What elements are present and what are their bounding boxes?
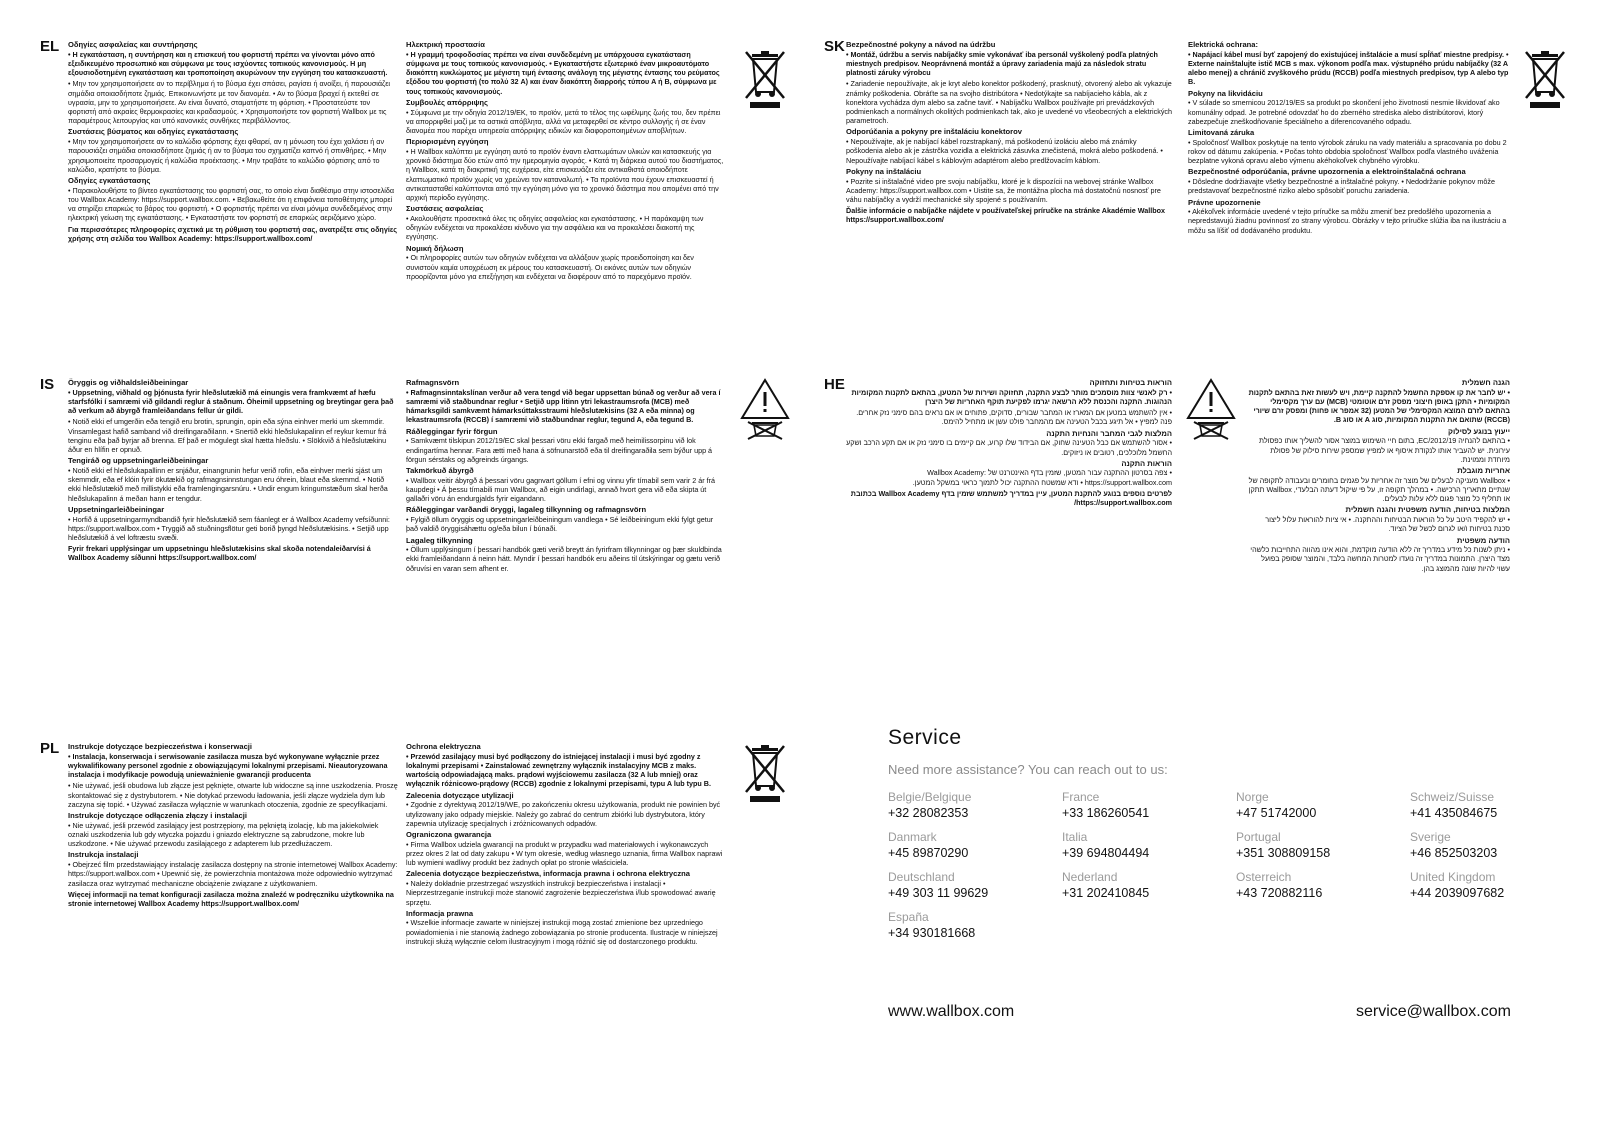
contact-phone[interactable]: +49 303 11 99629: [888, 886, 989, 900]
paragraph: • אין להשתמש במטען אם המארז או המחבר שבורים, סדוקים, פתוחים או אם נראים בהם סימני נזק אחרים. פנה למפיץ • אל תיגע בכבל הטעינה אם מהמחבר פולט עשן או מתחיל להימס.: [856, 408, 1172, 427]
paragraph: • Notið ekki ef hleðslukapallinn er snjáður, einangrunin hefur verið rofin, eða einhver merki sjást um skemmdir, eða ef klóin fyrir ökutækið og rafmagnsinnstungan eru óhrein, blaut eða skemmd. • Notið ekki hleðslutækið með millistykki eða framlengingarsnúru. • Undir engum kringumstæðum skal herða hleðslukapalinn á meðan hann er tengdur.: [68, 465, 388, 503]
email-link[interactable]: service@wallbox.com: [1356, 1003, 1511, 1020]
bold-paragraph: לפרטים נוספים בנוגע להתקנת המטען, עיין במדריך למשתמש שזמין בדף Wallbox Academy בכתובת https://support.wallbox.com/: [850, 488, 1172, 508]
contact-country: Danmark: [888, 830, 937, 844]
bold-paragraph: • Uppsetning, viðhald og þjónusta fyrir hleðslutækið má einungis vera framkvæmt af hæfu starfsfólki í samræmi við gildandi reglur á staðnum. Óheimil uppsetning og breytingar gera það að verkum að ábyrgð framleiðandans fellur úr gildi.: [68, 387, 394, 416]
section-heading: Ráðleggingar varðandi öryggi, lagaleg tilkynning og rafmagnsvörn: [406, 505, 647, 515]
paragraph: • Dôsledne dodržiavajte všetky bezpečnostné a inštalačné pokyny. • Nedodržanie pokynov môže predstavovať bezpečnostné riziko alebo spôsobiť poruchu zariadenia.: [1188, 177, 1495, 196]
pl-column-2: [406, 742, 724, 1102]
bold-paragraph: Więcej informacji na temat konfiguracji zasilacza można znaleźć w podręczniku użytkownika na stronie internetowej Wallbox Academy https://support.wallbox.com/: [68, 889, 394, 908]
contact-phone[interactable]: +39 694804494: [1062, 846, 1150, 860]
bold-paragraph: • Rafmagnsinntakslínan verður að vera tengd við begar uppsettan búnað og verður að vera í samræmi við staðbundnar reglur • Setjið upp litinn ytri lekastraumsrofa (MCB) með hámarksgildi samkvæmt hámarksúttaksstraumi hleðslutækisins (32 A eða minna) og lekastraumsrofa (RCCB) í samræmi við staðbundnar reglur, tegund A, eða tegund B.: [406, 387, 721, 425]
paragraph: • Nie używać, jeśli przewód zasilający jest postrzępiony, ma pękniętą izolację, lub ma jakiekolwiek oznaki uszkodzenia lub gdy wtyczka pojazdu i gniazdo elektryczne są zabrudzone, mokre lub uszkodzone. • Nie używać przewodu zasilającego z adapterem lub przedłużaczem.: [68, 820, 379, 849]
weee-bin-icon: [740, 48, 790, 110]
section-heading: Instrukcje dotyczące odłączenia złączy i instalacji: [68, 811, 247, 821]
section-heading: Öryggis og viðhaldsleiðbeiningar: [68, 378, 189, 387]
section-heading: Tengiráð og uppsetningarleiðbeiningar: [68, 456, 209, 466]
el-column-2: [406, 40, 724, 356]
paragraph: • Akékoľvek informácie uvedené v tejto príručke sa môžu zmeniť bez predošlého upozornenia a nepredstavujú žiadnu povinnosť zo strany výrobcu. Obrázky v tejto príručke slúžia iba na ilustráciu a môžu sa líšiť od dodávaného produktu.: [1188, 207, 1507, 235]
weee-bin-icon: [740, 378, 790, 440]
section-heading: Ograniczona gwarancja: [406, 829, 492, 839]
section-heading: Pokyny na likvidáciu: [1188, 88, 1263, 98]
lang-code-pl: PL: [40, 740, 60, 757]
contact-phone[interactable]: +43 720882116: [1236, 886, 1323, 900]
section-heading: הוראות התקנה: [1121, 458, 1172, 468]
section-heading: Instrukcje dotyczące bezpieczeństwa i konserwacji: [68, 742, 253, 751]
section-heading: Limitovaná záruka: [1188, 127, 1255, 137]
section-heading: Uppsetningarleiðbeiningar: [68, 504, 165, 514]
contact-phone[interactable]: +44 2039097682: [1410, 886, 1505, 900]
section-heading: Bezpečnostné pokyny a návod na údržbu: [846, 40, 996, 49]
lang-code-sk: SK: [824, 38, 845, 55]
lang-code-he: HE: [824, 376, 845, 393]
el-column-1: [68, 40, 398, 356]
paragraph: • Należy dokładnie przestrzegać wszystkich instrukcji bezpieczeństwa i instalacji • Nieprzestrzeganie instrukcji może stanowić zagrożenie bezpieczeństwa i/lub spowodować awarię sprzętu.: [406, 879, 716, 907]
section-heading: Odporúčania a pokyny pre inštaláciu konektorov: [846, 127, 1022, 137]
contact-country: Portugal: [1236, 830, 1281, 844]
paragraph: • Pozrite si inštalačné video pre svoju nabíjačku, ktoré je k dispozícii na webovej stránke Wallbox Academy: https://support.wallbox.com • Uistite sa, že montážna plocha má dostatočnú nosnosť pre váhu nabíjačky a vydrží mechanické sily spojené s používaním.: [846, 176, 1161, 204]
section-heading: Lagaleg tilkynning: [406, 535, 473, 545]
paragraph: • Notið ekki ef umgerðin eða tengið eru brotin, sprungin, opin eða sýna einhver merki um skemmdir. Vinsamlegast hafið samband við dreifingaraðilann. • Snertið ekki hleðslukapalinn ef reykur kemur frá tenginu eða það byrjar að brenna. Ef það er mögulegt skal hætta hleðslu. • Slökkvið á hleðslutækinu áður en hlífin er opnuð.: [68, 417, 387, 455]
section-heading: ייעוץ בנוגע לסילוק: [1448, 426, 1510, 436]
warning-triangle-icon: [1186, 378, 1236, 440]
bold-paragraph: • Przewód zasilający musi być podłączony do istniejącej instalacji i musi być zgodny z lokalnymi przepisami • Zainstalować zewnętrzny wyłącznik instalacyjny MCB z maks. wartością odpowiadającą maks. prądowi wyjściowemu zasilacza (32 A lub mniej) oraz wyłącznik różnicowo-prądowy (RCCB) zgodnie z lokalnymi przepisami, typu A lub typu B.: [406, 751, 711, 789]
weee-bin-icon: [740, 742, 790, 804]
bold-paragraph: • Η εγκατάσταση, η συντήρηση και η επισκευή του φορτιστή πρέπει να γίνονται μόνο από εξειδικευμένο προσωπικό και σύμφωνα με τους ισχύοντες τοπικούς κανονισμούς. Η μη εξουσιοδοτημένη εγκατάσταση και τροποποίηση ακυρώνουν την εγγύηση του κατασκευαστή.: [68, 49, 388, 78]
bold-paragraph: • Napájací kábel musí byť zapojený do existujúcej inštalácie a musí spĺňať miestne predpisy. • Externe nainštalujte istič MCB s max. výkonom podľa max. výstupného prúdu nabíjačky (32 A alebo menej) a chránič zvyškového prúdu (RCCB) podľa miestnych predpisov, typ A alebo typ B.: [1188, 49, 1509, 87]
paragraph: • Σύμφωνα με την οδηγία 2012/19/ΕΚ, το προϊόν, μετά το τέλος της ωφέλιμης ζωής του, δεν πρέπει να απορριφθεί μαζί με τα αστικά απόβλητα, αλλά να μεταφερθεί σε κέντρο συλλογής ή σε έναν διανομέα που παρέχει υπηρεσία απόρριψης ειδικών και διαφοροποιημένων αποβλήτων.: [406, 107, 721, 135]
paragraph: • Μην τον χρησιμοποιήσετε αν το περίβλημα ή το βύσμα έχει σπάσει, ραγίσει ή ανοίξει, ή παρουσιάζει σημάδια οποιασδήποτε ζημιάς. Επικοινωνήστε με τον διανομέα. • Αν το βύσμα βραχεί ή εκτεθεί σε υγρασία, μην το χρησιμοποιήσετε. Αν είναι δυνατό, σταματήστε τη φόρτιση. • Προστατεύστε τον φορτιστή από ακραίες θερμοκρασίες και κραδασμούς. • Χρησιμοποιήστε τον φορτιστή Wallbox με τις παραμέτρους λειτουργίας και υπό κανονικές συνθήκες περιβάλλοντος.: [68, 79, 390, 126]
bold-paragraph: • רק לאנשי צוות מוסמכים מותר לבצע התקנה, תחזוקה ושירות של המטען, בהתאם לתקנות המקומיות הנהוגות. התקנה והכנסת ללא הרשאה יגרמו לפקיעת תוקף האחריות של היצרן: [851, 387, 1172, 406]
contact-country: Belgie/Belgique: [888, 790, 972, 804]
contact-phone[interactable]: +41 435084675: [1410, 806, 1498, 820]
paragraph: • Wallbox מעניקה לבעלים של מוצר זה אחריות על פגמים בחומרים ובעבודה לתקופה של שנתיים מתאריך הרכישה. • במהלך תקופה זו, על פי שיקול דעתה הבלעדי, Wallbox תתקן או תחליף כל מוצר פגום ללא עלות לבעלים.: [1248, 475, 1510, 504]
contact-country: France: [1062, 790, 1100, 804]
bold-paragraph: • יש לחבר את קו אספקת החשמל להתקנה קיימת, ויש לעשות זאת בהתאם לתקנות המקומיות • התקן באופן חיצוני מפסק זרם אוטומטי (MCB) עם ערך מקסימלי בהתאם לזרם המוצא המקסימלי של המטען (32 אמפר או פחות) ומפסק זרם שיורי (RCCB) שתואם את התקנות המקומיות, סוג A או סוג B.: [1248, 387, 1510, 425]
contact-country: Italia: [1062, 830, 1088, 844]
section-heading: Zalecenia dotyczące bezpieczeństwa, informacja prawna i ochrona elektryczna: [406, 869, 691, 879]
sk-column-2: [1188, 40, 1510, 356]
contact-phone[interactable]: +32 28082353: [888, 806, 969, 820]
paragraph: • בהתאם להנחיה 2012/19/EC, בתום חיי השימוש במוצר אסור להשליך אותו כפסולת עירונית. יש להעביר אותו לנקודת איסוף או למפיץ שמספק שירות סילוק של פסולת מיוחדת וממוינת.: [1259, 436, 1510, 464]
paragraph: • Μην τον χρησιμοποιήσετε αν το καλώδιο φόρτισης έχει φθαρεί, αν η μόνωση του έχει χαλάσει ή αν παρουσιάζει σημάδια οποιασδήποτε ζημιάς ή αν το βύσμα του σχηματίζει καπνό ή σπινθήρες. • Μην χρησιμοποιείτε προσαρμογείς ή καλώδια προέκτασης. • Μην τραβάτε το καλώδιο φόρτισης από το καλώδιο, κρατήστε το βύσμα.: [68, 137, 387, 174]
paragraph: • Firma Wallbox udziela gwarancji na produkt w przypadku wad materiałowych i wykonawczych przez okres 2 lat od daty zakupu • W tym okresie, według własnego uznania, firma Wallbox naprawi lub wymieni wadliwy produkt bez żadnych opłat po stronie właściciela.: [406, 839, 723, 868]
contact-country: Sverige: [1410, 830, 1451, 844]
section-heading: Οδηγίες εγκατάστασης: [68, 176, 151, 186]
paragraph: • Zgodnie z dyrektywą 2012/19/WE, po zakończeniu okresu użytkowania, produkt nie powinien być utylizowany jako odpady miejskie. Należy go zabrać do centrum zbiórki lub dystrybutora, który zapewnia utylizację specjalnych i zróżnicowanych odpadów.: [406, 800, 721, 828]
is-column-2: [406, 378, 724, 708]
bold-paragraph: • Instalacja, konserwacja i serwisowanie zasilacza musza być wykonywane wyłącznie przez wykwalifikowany personel zgodnie z obowiązującymi lokalnymi przepisami. Nieautoryzowana instalacja i modyfikacje powodują unieważnienie gwarancji producenta: [68, 751, 388, 780]
section-heading: המלצות בטיחות, הודעה משפטית והגנה חשמלית: [1345, 505, 1510, 515]
section-heading: Pokyny na inštaláciu: [846, 166, 922, 176]
paragraph: • צפה בסרטון ההתקנה עבור המטען, שזמין בדף האינטרנט של Wallbox Academy: https://support.wallbox.com • ודא שמשטח ההתקנה יכול לתמוך כראוי במשקל המטען.: [912, 468, 1172, 487]
bold-paragraph: • Η γραμμή τροφοδοσίας πρέπει να είναι συνδεδεμένη με υπάρχουσα εγκατάσταση σύμφωνα με τους τοπικούς κανονισμούς. • Εγκαταστήστε εξωτερικό έναν μικροαυτόματο διακόπτη κυκλώματος με μέγιστη τιμή έντασης ανάλογη της μέγιστης έντασης του ρεύματος εξόδου του φορτιστή (το πολύ 32 A) και έναν διακόπτη διαρροής τύπου A ή B, σύμφωνα με τους τοπικούς κανονισμούς.: [406, 49, 720, 96]
lang-code-el: EL: [40, 38, 60, 55]
is-column-1: [68, 378, 398, 708]
website-link[interactable]: www.wallbox.com: [888, 1003, 1015, 1020]
section-heading: Takmörkuð ábyrgð: [406, 465, 474, 475]
paragraph: • ניתן לשנות כל מידע במדריך זה ללא הודעה מוקדמת, והוא אינו מהווה התחייבות כלשהי מצד היצרן. התמונות במדריך זה נועדו למטרות המחשה בלבד, והמוצר שסופק בפועל עשוי להיות שונה מהמוצג בהן.: [1250, 545, 1510, 573]
contact-phone[interactable]: +33 186260541: [1062, 806, 1150, 820]
paragraph: • Nepoužívajte, ak je nabíjací kábel rozstrapkaný, má poškodenú izoláciu alebo má známky poškodenia alebo ak je zástrčka vozidla a elektrická zásuvka znečistená, mokrá alebo poškodená. • Nepoužívajte nabíjací kábel s káblovým adaptérom alebo predlžovacím káblom.: [846, 137, 1163, 165]
section-heading: Rafmagnsvörn: [406, 378, 460, 387]
service-subtitle: Need more assistance? You can reach out to us:: [888, 762, 1168, 777]
section-heading: הודעה משפטית: [1456, 535, 1510, 545]
paragraph: • Spoločnosť Wallbox poskytuje na tento výrobok záruku na vady materiálu a spracovania po dobu 2 rokov od dátumu zakúpenia. • Počas tohto obdobia spoločnosť Wallbox podľa vlastného uváženia bezplatne vykoná opravu alebo výmenu akéhokoľvek chybného výrobku.: [1188, 137, 1507, 166]
paragraph: • Η Wallbox καλύπτει με εγγύηση αυτό το προϊόν έναντι ελαττωμάτων υλικών και κατασκευής για χρονικό διάστημα δύο ετών από την ημερομηνία αγοράς. • Κατά τη διάρκεια αυτού του διαστήματος, η Wallbox, κατά τη διακριτική της ευχέρεια, είτε επισκευάζει είτε αντικαθιστά οποιοδήποτε ελαττωματικό προϊόν χωρίς να χρεώνει τον καταναλωτή. • Τα προϊόντα που έχουν επισκευαστεί ή αντικατασταθεί καλύπτονται από την εγγύηση μόνο για το χρονικό διάστημα που απομένει από την αρχική περίοδο εγγύησης.: [406, 146, 724, 202]
he-column-1: [846, 378, 1172, 708]
paragraph: • Wszelkie informacje zawarte w niniejszej instrukcji mogą zostać zmienione bez uprzedniego powiadomienia i nie stanowią żadnego zobowiązania po stronie producenta. Ilustracje w niniejszej instrukcji służą wyłącznie celom ilustracyjnym i mogą różnić się od dostarczonego produktu.: [406, 918, 718, 946]
paragraph: • יש להקפיד היטב על כל הוראות הבטיחות וההתקנה. • אי ציות להוראות עלול ליצור סכנת בטיחות ו/או לגרום לכשל של הציוד.: [1265, 515, 1510, 534]
contact-phone[interactable]: +351 308809158: [1236, 846, 1331, 860]
section-heading: Ochrona elektryczna: [406, 742, 481, 751]
contact-phone[interactable]: +34 930181668: [888, 926, 976, 940]
paragraph: • Wallbox veitir ábyrgð á þessari vöru gagnvart göllum í efni og vinnu yfir tímabil sem varir 2 ár frá kaupdegi • Á þessu tímabili mun Wallbox, að eigin undirlagi, annað hvort gera við eða skipta út gallaðri vöru án endurgjalds fyrir eigandann.: [406, 475, 716, 504]
section-heading: Bezpečnostné odporúčania, právne upozornenia a elektroinštalačná ochrana: [1188, 167, 1466, 177]
section-heading: Συμβουλές απόρριψης: [406, 97, 488, 107]
paragraph: • Fylgið öllum öryggis og uppsetningarleiðbeiningum vandlega • Sé leiðbeiningum ekki fylgt getur það valdið öryggisáhættu og/eða bilun í búnaði.: [406, 515, 714, 534]
section-heading: Ηλεκτρική προστασία: [406, 40, 485, 49]
section-heading: Συστάσεις ασφαλείας: [406, 204, 484, 214]
contact-country: United Kingdom: [1410, 870, 1496, 884]
contact-phone[interactable]: +46 852503203: [1410, 846, 1498, 860]
section-heading: Συστάσεις βύσματος και οδηγίες εγκατάστασης: [68, 127, 239, 137]
paragraph: • Obejrzeć film przedstawiający instalację zasilacza dostępny na stronie internetowej Wallbox Academy: https://support.wallbox.com • Upewnić się, że powierzchnia montażowa może odpowiednio wytrzymać zasilacza oraz wytrzymać mechaniczne obciążenie związane z użytkowaniem.: [68, 860, 398, 888]
contact-country: Nederland: [1062, 870, 1118, 884]
paragraph: • V súlade so smernicou 2012/19/ES sa produkt po skončení jeho životnosti nesmie likvidovať ako komunálny odpad. Je potrebné odovzdať ho do zberného strediska alebo distribútorovi, ktorý zabezpečuje zneškodňovanie špeciálneho a diferencovaného odpadu.: [1188, 98, 1500, 126]
paragraph: • אסור להשתמש אם כבל הטעינה שחוק, אם הבידוד שלו קרוע, אם קיימים בו סימני נזק או אם תקע הרכב ושקע החשמל מלוכלכים, רטובים או ניזוקים.: [846, 438, 1172, 457]
weee-bin-icon: [1520, 48, 1570, 110]
contact-country: España: [888, 910, 929, 924]
contact-country: Schweiz/Suisse: [1410, 790, 1495, 804]
he-column-2: [1248, 378, 1510, 708]
paragraph: • Öllum upplýsingum í þessari handbók gæti verið breytt án fyrirfram tilkynningar og þær skuldbinda ekki framleiðandann á neinn hátt. Myndir í þessari handbók eru aðeins til útskýringar og gætu verið öðruvísi en varan sem afhent er.: [406, 545, 722, 573]
paragraph: • Ακολουθήστε προσεκτικά όλες τις οδηγίες ασφαλείας και εγκατάστασης. • Η παράκαμψη των οδηγιών ενδέχεται να προκαλέσει κίνδυνο για την ασφάλεια και να προκαλέσει διακοπή της εγγύησης.: [406, 213, 704, 242]
paragraph: • Nie używać, jeśli obudowa lub złącze jest pęknięte, otwarte lub widoczne są inne uszkodzenia. Proszę skontaktować się z dystrybutorem. • Nie dotykać przewodu ładowania, jeśli złącze wydziela dym lub zaczyna się topić. • Używać zasilacza wyłącznie w warunkach otoczenia, zgodnie ze specyfikacjami.: [68, 781, 398, 809]
section-heading: הוראות בטיחות ותחזוקה: [1089, 378, 1172, 387]
section-heading: Informacja prawna: [406, 908, 474, 918]
paragraph: • Samkvæmt tilskipun 2012/19/EC skal þessari vöru ekki fargað með heimilissorpinu við lok endingartíma hennar. Fara ætti með hana á söfnunarstöð eða til dreifingaraðila sem býður upp á förgun sérstaks og aðgreinds úrgangs.: [406, 436, 713, 464]
section-heading: אחריות מוגבלת: [1457, 465, 1510, 475]
contact-phone[interactable]: +47 51742000: [1236, 806, 1317, 820]
paragraph: • Παρακολουθήστε το βίντεο εγκατάστασης του φορτιστή σας, το οποίο είναι διαθέσιμο στην ιστοσελίδα του Wallbox Academy: https://support.wallbox.com. • Βεβαιωθείτε ότι η επιφάνεια τοποθέτησης μπορεί να στηρίξει επαρκώς το βάρος του φορτιστή. • Ο φορτιστής πρέπει να είναι μόνιμα συνδεδεμένος στην ηλεκτρική γείωση της εγκατάστασης. • Εγκαταστήστε τον φορτιστή σε επαρκώς αεριζόμενο χώρο.: [68, 185, 395, 223]
paragraph: • Horfið á uppsetningarmyndbandið fyrir hleðslutækið sem fáanlegt er á Wallbox Academy vefsíðunni: https://support.wallbox.com • Tryggið að stuðningsflötur geti borið þyngd hleðslutækisins. • Setjið upp hleðslutækið á vel loftræstu svæði.: [68, 514, 390, 542]
lang-code-is: IS: [40, 376, 55, 393]
bold-paragraph: Fyrir frekari upplýsingar um uppsetningu hleðslutækisins skal skoða notendaleiðarvísi á Wallbox Academy síðunni https://support.wallbox.com/: [68, 544, 371, 563]
section-heading: Instrukcja instalacji: [68, 850, 139, 860]
service-title: Service: [888, 726, 962, 749]
paragraph: • Zariadenie nepoužívajte, ak je kryt alebo konektor poškodený, prasknutý, otvorený alebo ak vykazuje známky poškodenia. Obráťte sa na svojho distribútora • Nedotýkajte sa nabíjacieho kábla, ak z konektora vychádza dym alebo sa začne taviť. • Nabíjačku Wallbox používajte pri prevádzkových podmienkach a normálnych okolitých podmienkach tak, ako je uvedené vo všeobecných a elektrických parametroch.: [846, 79, 1172, 126]
section-heading: Právne upozornenie: [1188, 197, 1261, 207]
pl-column-1: [68, 742, 398, 1102]
bold-paragraph: Για περισσότερες πληροφορίες σχετικά με τη ρύθμιση του φορτιστή σας, ανατρέξτε στις οδηγίες χρήσης στη σελίδα του Wallbox Academy: https://support.wallbox.com/: [68, 224, 397, 243]
contact-country: Deutschland: [888, 870, 955, 884]
contact-phone[interactable]: +45 89870290: [888, 846, 969, 860]
section-heading: Zalecenia dotyczące utylizacji: [406, 790, 514, 800]
section-heading: המלצות לגבי המחבר והנחיות התקנה: [1046, 428, 1172, 438]
section-heading: Οδηγίες ασφαλείας και συντήρησης: [68, 40, 198, 49]
paragraph: • Οι πληροφορίες αυτών των οδηγιών ενδέχεται να αλλάξουν χωρίς προειδοποίηση και δεν συνιστούν καμία υποχρέωση εκ μέρους του κατασκευαστή. Οι εικόνες αυτών των οδηγιών προορίζονται μόνο για επεξήγηση και ενδέχεται να διαφέρουν από το παρεχόμενο προϊόν.: [406, 253, 694, 281]
contact-phone[interactable]: +31 202410845: [1062, 886, 1150, 900]
section-heading: Ráðleggingar fyrir förgun: [406, 426, 498, 436]
bold-paragraph: Ďalšie informácie o nabíjačke nájdete v používateľskej príručke na stránke Akadémie Wallbox https://support.wallbox.com/: [846, 206, 1166, 225]
sk-column-1: [846, 40, 1172, 356]
section-heading: הגנה חשמלית: [1461, 378, 1510, 387]
contact-country: Osterreich: [1236, 870, 1292, 884]
section-heading: Νομική δήλωση: [406, 243, 464, 253]
bold-paragraph: • Montáž, údržbu a servis nabíjačky smie vykonávať iba personál vyškolený podľa platných miestnych predpisov. Neoprávnená montáž a úpravy zariadenia majú za následok stratu platnosti záruky výrobcu: [846, 49, 1158, 78]
contact-country: Norge: [1236, 790, 1269, 804]
section-heading: Elektrická ochrana:: [1188, 40, 1259, 49]
section-heading: Περιορισμένη εγγύηση: [406, 137, 489, 147]
